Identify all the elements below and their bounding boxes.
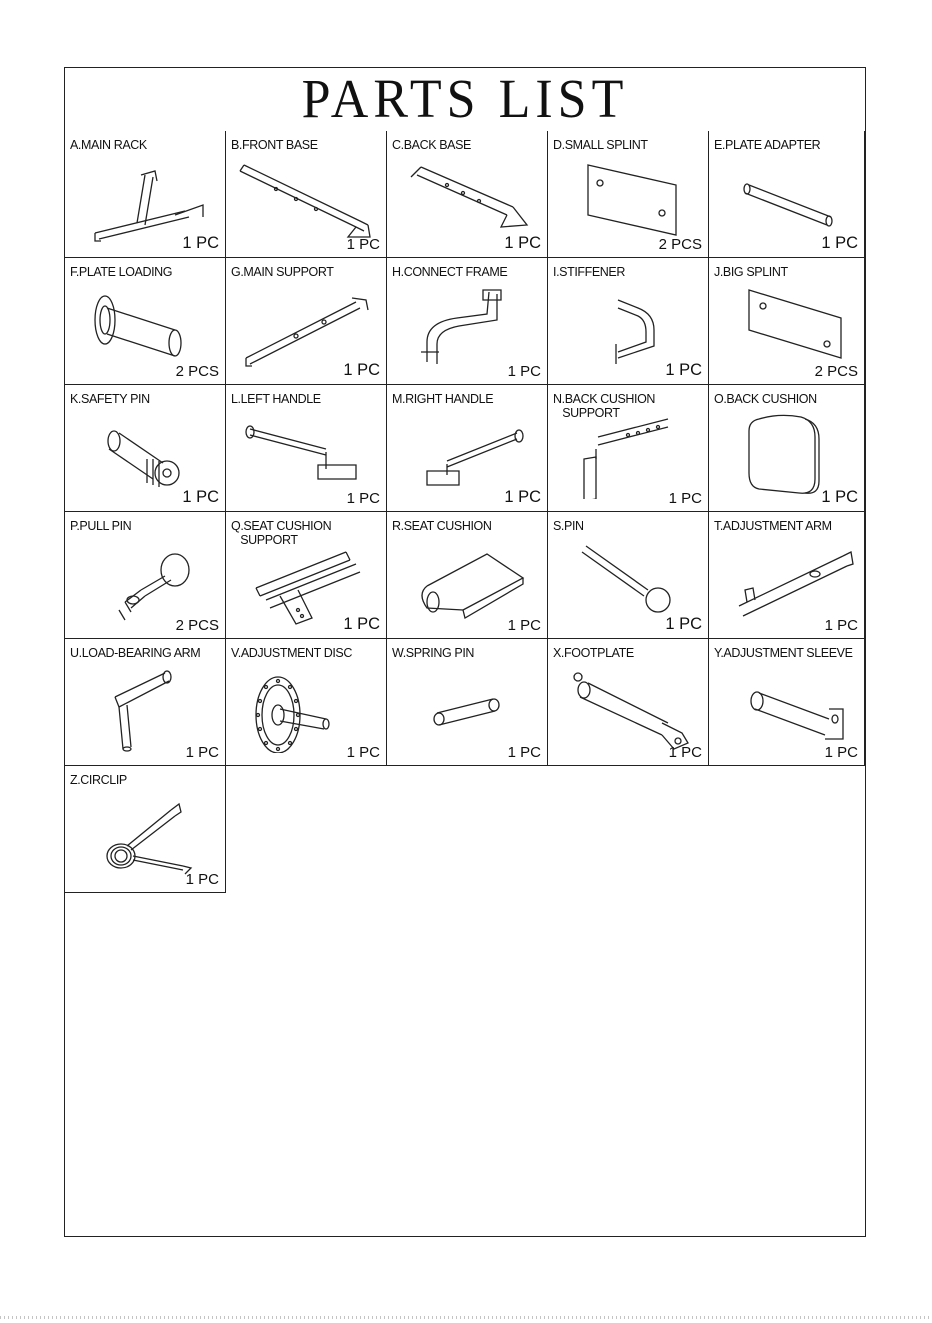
part-quantity: 1 PC	[182, 488, 219, 506]
adjustment-arm-icon	[719, 536, 859, 626]
part-cell	[226, 639, 387, 766]
parts-list-sheet	[64, 67, 866, 1237]
part-cell	[65, 512, 226, 639]
part-cell	[548, 385, 709, 512]
part-cell	[226, 385, 387, 512]
adjustment-disc-icon	[236, 663, 376, 753]
circlip-icon	[75, 790, 215, 880]
part-quantity: 1 PC	[346, 490, 380, 507]
part-cell	[65, 258, 226, 385]
part-quantity: 1 PC	[507, 363, 541, 380]
page-title: PARTS LIST	[301, 69, 629, 129]
part-quantity: 1 PC	[821, 488, 858, 506]
part-name: Y.ADJUSTMENT SLEEVE	[714, 646, 853, 660]
part-cell	[387, 385, 548, 512]
part-quantity: 1 PC	[665, 361, 702, 379]
small-splint-icon	[558, 155, 698, 245]
part-quantity: 1 PC	[824, 744, 858, 761]
seat-cushion-support-icon	[236, 536, 376, 626]
left-handle-icon	[236, 409, 376, 499]
seat-cushion-icon	[397, 536, 537, 626]
part-cell	[709, 131, 865, 258]
part-name: U.LOAD-BEARING ARM	[70, 646, 201, 660]
part-cell	[65, 766, 226, 893]
part-name: L.LEFT HANDLE	[231, 392, 321, 406]
part-cell	[548, 512, 709, 639]
part-name: M.RIGHT HANDLE	[392, 392, 494, 406]
main-rack-icon	[75, 155, 215, 245]
part-cell	[226, 512, 387, 639]
part-cell	[709, 512, 865, 639]
part-name: D.SMALL SPLINT	[553, 138, 648, 152]
part-name: B.FRONT BASE	[231, 138, 318, 152]
part-name: V.ADJUSTMENT DISC	[231, 646, 353, 660]
big-splint-icon	[719, 282, 859, 372]
part-quantity: 1 PC	[668, 744, 702, 761]
part-name: A.MAIN RACK	[70, 138, 147, 152]
part-quantity: 1 PC	[185, 871, 219, 888]
part-name: O.BACK CUSHION	[714, 392, 817, 406]
part-name: Z.CIRCLIP	[70, 773, 127, 787]
part-cell	[65, 385, 226, 512]
title-bar	[65, 68, 865, 132]
footplate-icon	[558, 663, 698, 753]
pin-icon	[558, 536, 698, 626]
part-quantity: 1 PC	[185, 744, 219, 761]
part-quantity: 1 PC	[346, 236, 380, 253]
part-quantity: 1 PC	[346, 744, 380, 761]
part-name: T.ADJUSTMENT ARM	[714, 519, 832, 533]
pull-pin-icon	[75, 536, 215, 626]
part-cell	[65, 131, 226, 258]
back-cushion-support-icon	[558, 409, 698, 499]
part-quantity: 2 PCS	[814, 363, 858, 380]
part-quantity: 1 PC	[665, 615, 702, 633]
part-name: H.CONNECT FRAME	[392, 265, 508, 279]
part-name: Q.SEAT CUSHION SUPPORT	[231, 519, 332, 547]
part-name: R.SEAT CUSHION	[392, 519, 492, 533]
front-base-icon	[236, 155, 376, 245]
right-handle-icon	[397, 409, 537, 499]
back-cushion-icon	[719, 409, 859, 499]
part-name: F.PLATE LOADING	[70, 265, 173, 279]
part-quantity: 1 PC	[343, 361, 380, 379]
part-name: N.BACK CUSHION SUPPORT	[553, 392, 656, 420]
main-support-icon	[236, 282, 376, 372]
part-quantity: 1 PC	[182, 234, 219, 252]
part-name: I.STIFFENER	[553, 265, 625, 279]
part-quantity: 1 PC	[821, 234, 858, 252]
part-cell	[226, 258, 387, 385]
part-quantity: 1 PC	[507, 617, 541, 634]
part-quantity: 1 PC	[504, 234, 541, 252]
part-name: C.BACK BASE	[392, 138, 471, 152]
plate-adapter-icon	[719, 155, 859, 245]
part-cell	[548, 639, 709, 766]
part-name: K.SAFETY PIN	[70, 392, 150, 406]
stiffener-icon	[558, 282, 698, 372]
part-name: J.BIG SPLINT	[714, 265, 788, 279]
safety-pin-icon	[75, 409, 215, 499]
part-cell	[387, 639, 548, 766]
part-cell	[387, 258, 548, 385]
part-quantity: 2 PCS	[175, 617, 219, 634]
adjustment-sleeve-icon	[719, 663, 859, 753]
part-quantity: 1 PC	[504, 488, 541, 506]
part-name: W.SPRING PIN	[392, 646, 475, 660]
plate-loading-icon	[75, 282, 215, 372]
part-cell	[709, 639, 865, 766]
part-cell	[387, 131, 548, 258]
part-quantity: 1 PC	[668, 490, 702, 507]
part-cell	[709, 258, 865, 385]
part-name: P.PULL PIN	[70, 519, 132, 533]
load-bearing-arm-icon	[75, 663, 215, 753]
page-bottom-edge	[0, 1316, 932, 1319]
part-quantity: 2 PCS	[175, 363, 219, 380]
part-quantity: 1 PC	[824, 617, 858, 634]
spring-pin-icon	[397, 663, 537, 753]
part-cell	[548, 258, 709, 385]
part-cell	[65, 639, 226, 766]
part-name: E.PLATE ADAPTER	[714, 138, 821, 152]
part-cell	[709, 385, 865, 512]
part-name: X.FOOTPLATE	[553, 646, 634, 660]
part-cell	[226, 131, 387, 258]
part-quantity: 2 PCS	[658, 236, 702, 253]
part-cell	[548, 131, 709, 258]
connect-frame-icon	[397, 282, 537, 372]
part-name: G.MAIN SUPPORT	[231, 265, 334, 279]
part-quantity: 1 PC	[343, 615, 380, 633]
part-quantity: 1 PC	[507, 744, 541, 761]
part-cell	[387, 512, 548, 639]
part-name: S.PIN	[553, 519, 584, 533]
back-base-icon	[397, 155, 537, 245]
